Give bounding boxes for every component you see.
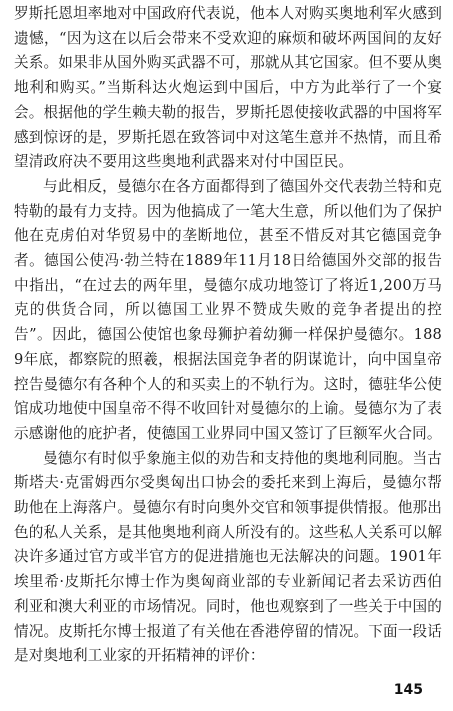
paragraph-3: 曼德尔有时似乎象施主似的劝告和支持他的奥地利同胞。当古斯塔夫·克雷姆西尔受奥匈出口协会的委托来到上海后，曼德尔帮助他在上海落户。曼德尔有时向奥外交官和领事提供情报。他那出色的私人关系，是其他奥地利商人所没有的。这些私人关系可以解决许多通过官方或半官方的促进措施也无法解决的问题。1901年埃里希·皮斯托尔博士作为奥匈商业部的专业新闻记者去采访西伯利亚和澳大利亚的市场情况。同时，他也观察到了一些关于中国的情况。皮斯托尔博士报道了有关他在香港停留的情况。下面一段话是对奥地利工业家的开拓精神的评价： (14, 449, 442, 665)
paragraph-1: 罗斯托恩坦率地对中国政府代表说，他本人对购买奥地利军火感到遗憾，“因为这在以后会带来不受欢迎的麻烦和破坏两国间的友好关系。如果非从国外购买武器不可，那就从其它国家。但不要从奥地利和购买。”当斯科达火炮运到中国后，中方为此举行了一个宴会。根据他的学生赖夫勒的报告，罗斯托恩使接收武器的中国将军感到惊讶的是，罗斯托恩在致答词中对这笔生意并不热情，而且希望清政府决不要用这些奥地利武器来对付中国臣民。 (14, 5, 442, 171)
document-page (14, 2, 442, 669)
paragraph-2: 与此相反，曼德尔在各方面都得到了德国外交代表勃兰特和克特勒的最有力支持。因为他搞成了一笔大生意，所以他们为了保护他在克虏伯对华贸易中的垄断地位，甚至不惜反对其它德国竞争者。德国公使冯·勃兰特在1889年11月18日给德国外交部的报告中指出，“在过去的两年里，曼德尔成功地签订了将近1,200万马克的供货合同，所以德国工业界不赞成失败的竞争者提出的控告”。因此，德国公使馆也象母狮护着幼狮一样保护曼德尔。1889年底，都察院的照羲，根据法国竞争者的阴谋诡计，向中国皇帝控告曼德尔有各种个人的和买卖上的不轨行为。这时，德驻华公使馆成功地使中国皇帝不得不收回针对曼德尔的上谕。曼德尔为了表示感谢他的庇护者，使德国工业界同中国又签订了巨额军火合同。 (14, 177, 442, 442)
page-number: 145 (393, 682, 423, 698)
